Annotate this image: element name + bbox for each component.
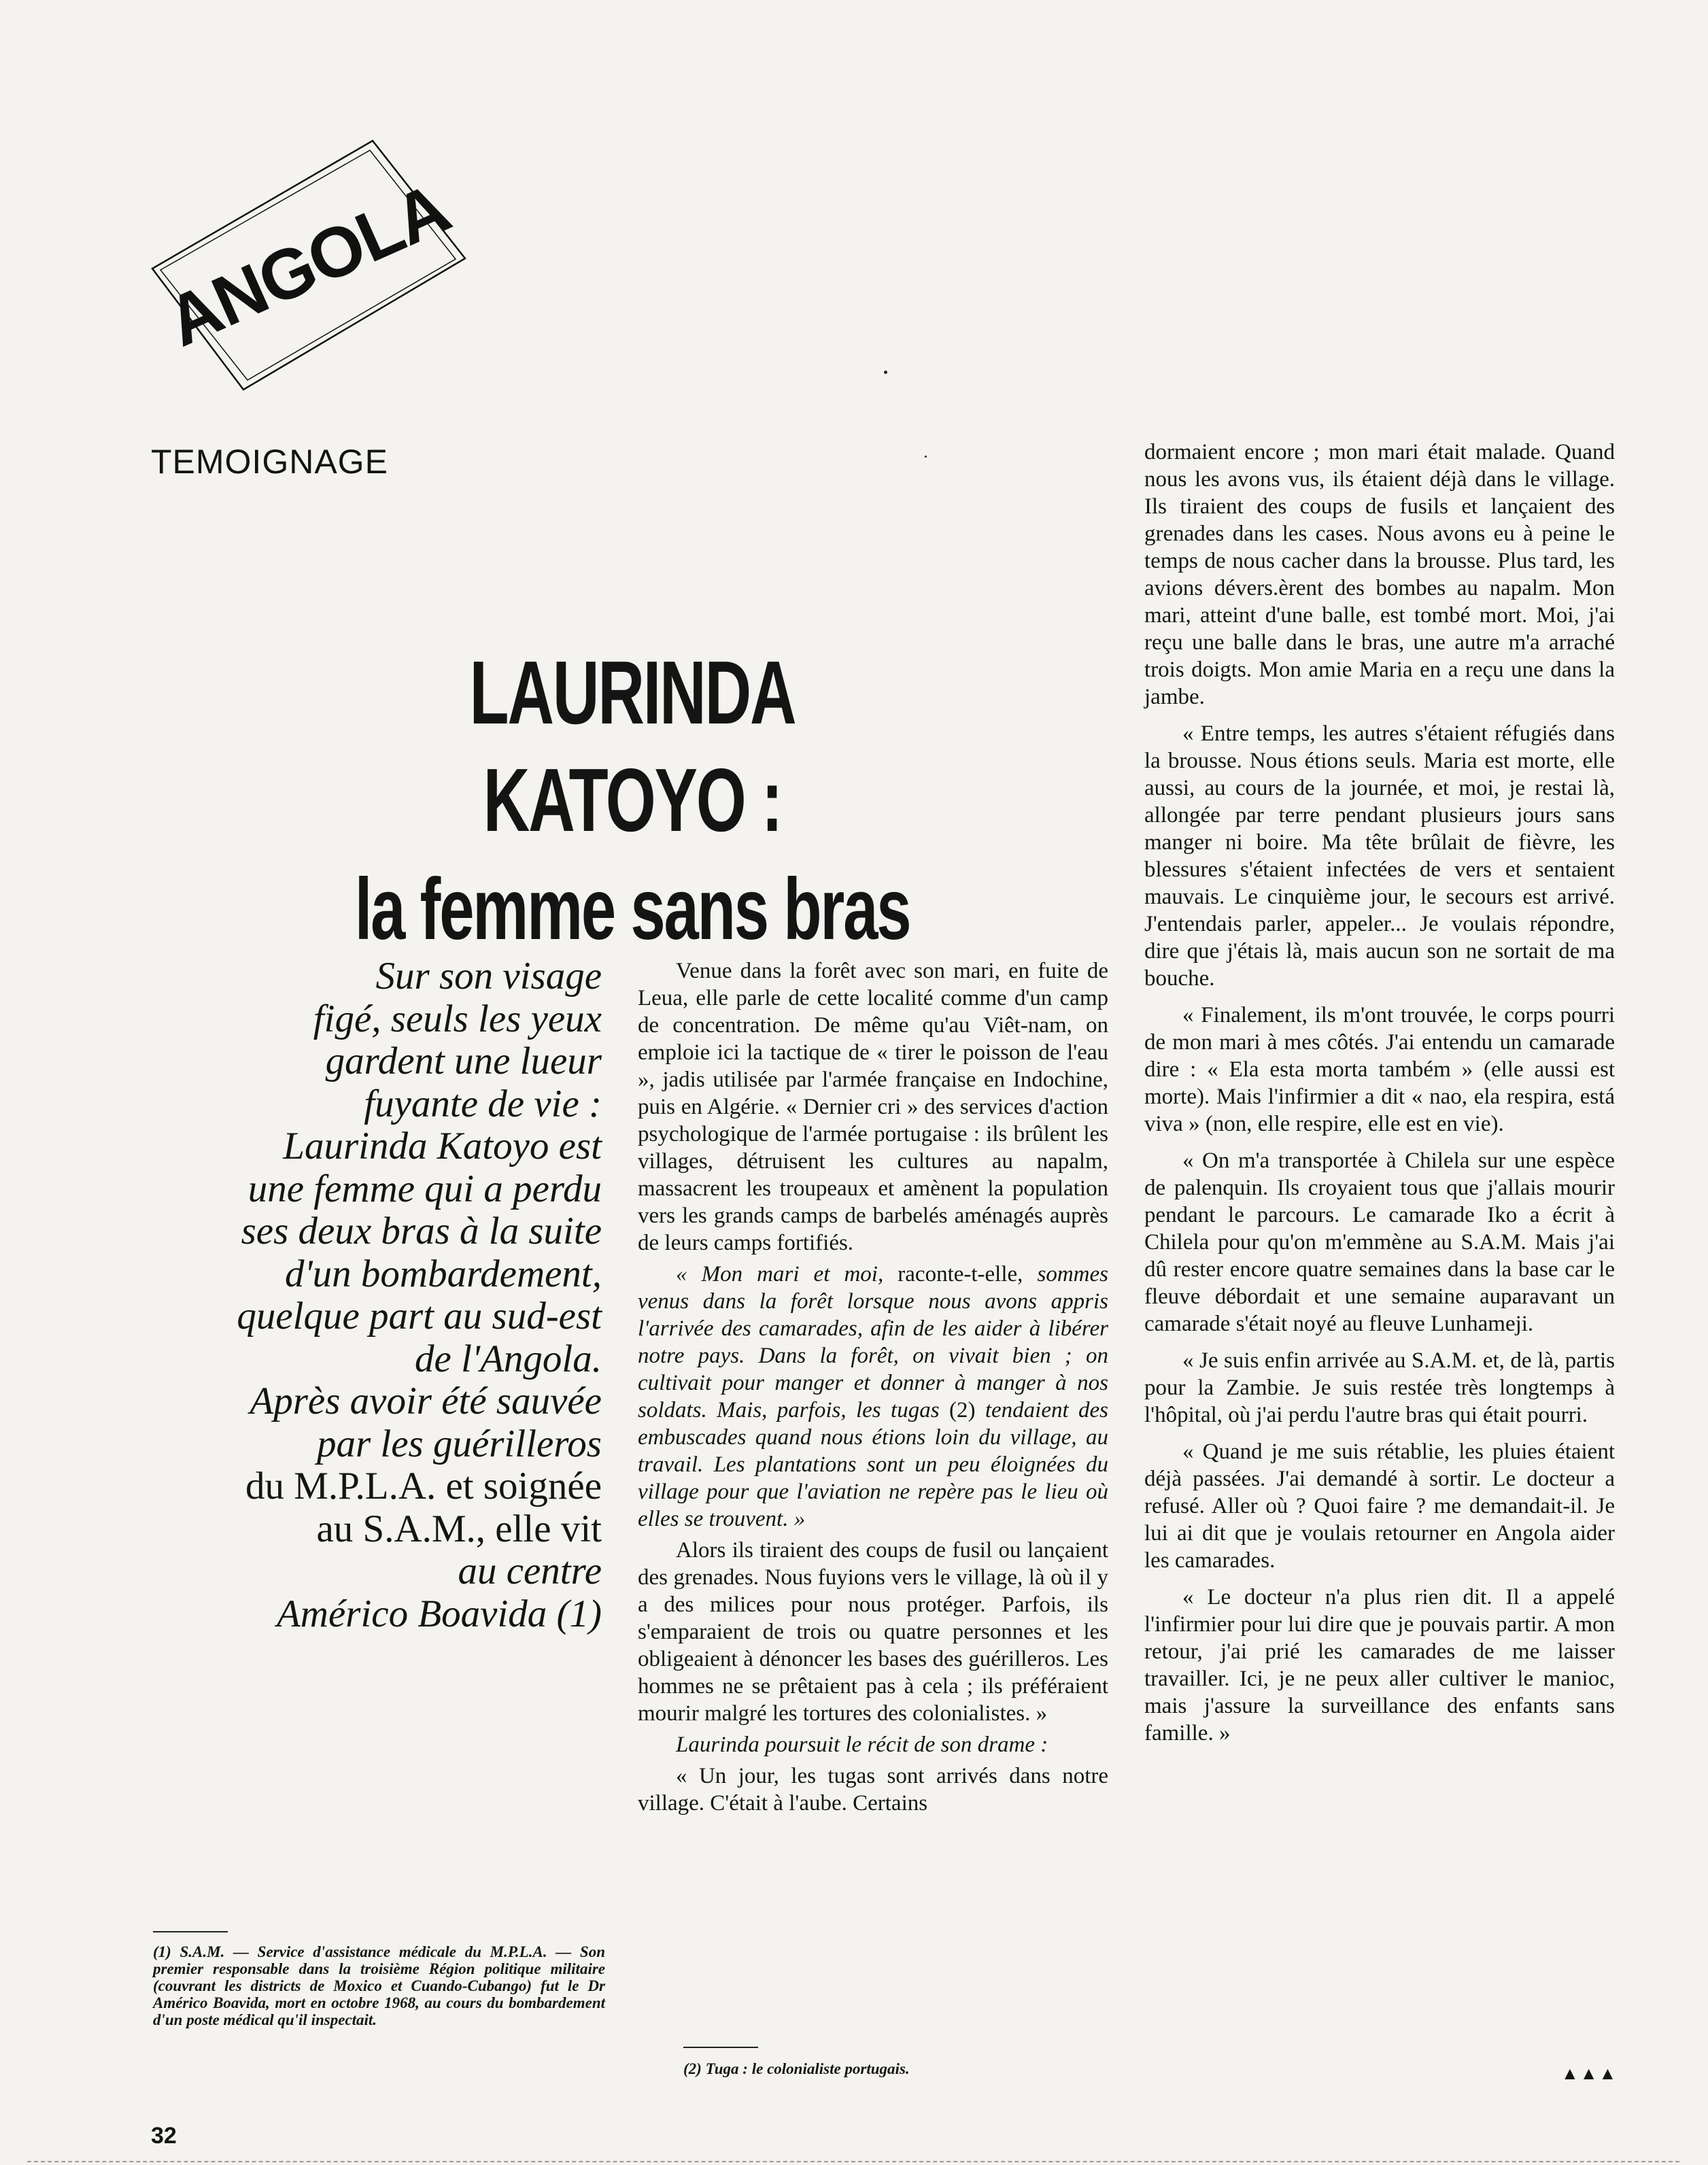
paragraph: « On m'a transportée à Chilela sur une espèce de palenquin. Ils croyaient tous que j'allais mourir pendant le parcours. Le camarade Iko a écrit à Chilela pour qu'on m'emmène au S.A.M. Mais j'ai dû rester encore quatre semaines dans la base car le fleuve débordait et une semaine auparavant un camarade s'était noyé au fleuve Lunhameji. xyxy=(1144,1148,1615,1336)
headline-subtitle: la femme sans bras xyxy=(354,860,910,958)
intro-lede xyxy=(184,955,602,1635)
footnote-rule xyxy=(153,1931,228,1932)
intro-line: d'un bombardement, xyxy=(284,1252,602,1295)
tag-label: ANGOLA xyxy=(155,168,460,362)
paragraph: « Le docteur n'a plus rien dit. Il a appelé l'infirmier pour lui dire que je pouvais partir. A mon retour, j'ai prié les camarades de me laisser travailler. Ici, je ne peux aller cultiver le manioc, mais j'assure la surveillance des enfants sans famille. » xyxy=(1144,1585,1615,1745)
headline xyxy=(224,639,1040,961)
article-column-middle xyxy=(638,957,1108,1821)
paragraph: « Un jour, les tugas sont arrivés dans notre village. C'était à l'aube. Certains xyxy=(638,1764,1108,1815)
paragraph: « Quand je me suis rétablie, les pluies étaient déjà passées. J'ai demandé à sortir. Le docteur a refusé. Aller où ? Quoi faire ? me demandait-il. Je lui ai dit que je voulais retourner en Angola aider les camarades. xyxy=(1144,1439,1615,1573)
headline-name: LAURINDA KATOYO : xyxy=(469,643,796,851)
paragraph-quote xyxy=(638,1261,1108,1533)
intro-line: fuyante de vie : xyxy=(364,1082,602,1125)
intro-line: une femme qui a perdu xyxy=(247,1167,602,1210)
intro-line: Laurinda Katoyo est xyxy=(283,1125,602,1167)
quote-text: tendaient des embuscades quand nous étions loin du village, au travail. Les plantations sont un peu éloignées du village pour que l'aviation ne repère pas le lieu où elles se trouvent. » xyxy=(638,1398,1109,1531)
paragraph: « Entre temps, les autres s'étaient réfugiés dans la brousse. Nous étions seuls. Maria est morte, elle aussi, au cours de la journée, et moi, je restai là, allongée par terre pendant plusieurs jours sans manger ni boire. Ma tête brûlait de fièvre, les blessures s'étaient infectées de vers et sentaient mauvais. Le cinquième jour, le secours est arrivé. J'entendais parler, appeler... Je voulais répondre, dire que j'étais là, mais aucun son ne sortait de ma bouche. xyxy=(1144,721,1615,991)
paragraph: Venue dans la forêt avec son mari, en fuite de Leua, elle parle de cette localité comme d'un camp de concentration. De même qu'au Viêt-nam, on emploie ici la tactique de « tirer le poisson de l'eau », jadis utilisée par l'armée française en Indochine, puis en Algérie. « Dernier cri » des services d'action psychologique de l'armée portugaise : ils brûlent les villages, détruisent les cultures au napalm, massacrent les troupeaux et amènent la population vers les grands camps de barbelés aménagés auprès de leurs camps fortifiés. xyxy=(638,959,1108,1255)
intro-line: du M.P.L.A. et soignée xyxy=(245,1465,602,1507)
footnote-rule xyxy=(683,2047,758,2048)
intro-line: de l'Angola. xyxy=(415,1337,602,1380)
page-number: 32 xyxy=(151,2123,177,2149)
angola-tag xyxy=(148,139,468,391)
scan-edge-line xyxy=(27,2161,1679,2162)
intro-line: Après avoir été sauvée xyxy=(250,1380,602,1422)
end-of-article-mark: ▲▲▲ xyxy=(1561,2064,1618,2083)
intro-line: au S.A.M., elle vit xyxy=(316,1507,602,1550)
scan-speck xyxy=(884,371,887,374)
paragraph-transition: Laurinda poursuit le récit de son drame : xyxy=(676,1733,1048,1757)
intro-line: quelque part au sud-est xyxy=(237,1295,602,1337)
intro-line: gardent une lueur xyxy=(325,1040,602,1082)
intro-line: Sur son visage xyxy=(375,955,602,998)
intro-line: au centre xyxy=(458,1550,602,1592)
footnote-ref: (2) xyxy=(949,1398,976,1422)
paragraph: « Je suis enfin arrivée au S.A.M. et, de là, partis pour la Zambie. Je suis restée très longtemps à l'hôpital, où j'ai perdu l'autre bras qui était pourri. xyxy=(1144,1348,1615,1427)
scan-speck xyxy=(925,456,927,458)
quote-text: sommes venus dans la forêt lorsque nous avons appris l'arrivée des camarades, afin de les aider à libérer notre pays. Dans la forêt, on vivait bien ; on cultivait pour manger et donner à manger à nos soldats. Mais, parfois, les tugas xyxy=(638,1262,1108,1422)
paragraph: dormaient encore ; mon mari était malade. Quand nous les avons vus, ils étaient déjà dans le village. Ils tiraient des coups de fusils et lançaient des grenades dans les cases. Nous avons eu à peine le temps de nous cacher dans la brousse. Plus tard, les avions dévers.èrent des bombes au napalm. Mon mari, atteint d'une balle, est tombé mort. Moi, j'ai reçu une balle dans le bras, une autre m'a arraché trois doigts. Mon amie Maria en a reçu une dans la jambe. xyxy=(1144,440,1615,709)
intro-line: par les guérilleros xyxy=(316,1422,602,1465)
intro-line: ses deux bras à la suite xyxy=(241,1210,602,1252)
quote-text: « Mon mari et moi, xyxy=(676,1262,884,1286)
quote-attribution: raconte-t-elle, xyxy=(898,1262,1023,1286)
section-label: TEMOIGNAGE xyxy=(151,443,388,481)
intro-line: figé, seuls les yeux xyxy=(313,997,602,1040)
footnote-2: (2) Tuga : le colonialiste portugais. xyxy=(683,2060,910,2077)
footnote-1: (1) S.A.M. — Service d'assistance médicale du M.P.L.A. — Son premier responsable dans la troisième Région politique militaire (couvrant les districts de Moxico et Cuando-Cubango) fut le Dr Américo Boavida, mort en octobre 1968, au cours du bombardement d'un poste médical qu'il inspectait. xyxy=(153,1943,605,2028)
article-column-right xyxy=(1144,439,1615,1751)
paragraph: « Finalement, ils m'ont trouvée, le corps pourri de mon mari à mes côtés. J'ai entendu un camarade dire : « Ela esta morta também » (elle aussi est morte). Mais l'infirmier a dit « nao, ela respira, está viva » (non, elle respire, elle est en vie). xyxy=(1144,1003,1615,1136)
paragraph: Alors ils tiraient des coups de fusil ou lançaient des grenades. Nous fuyions vers le village, là où il y a des milices pour nous protéger. Parfois, ils s'emparaient de trois ou quatre personnes et les obligeaient à dénoncer les bases des guérilleros. Les hommes ne se prêtaient pas à cela ; ils préféraient mourir malgré les tortures des colonialistes. » xyxy=(638,1538,1108,1726)
intro-line: Américo Boavida (1) xyxy=(276,1592,602,1635)
